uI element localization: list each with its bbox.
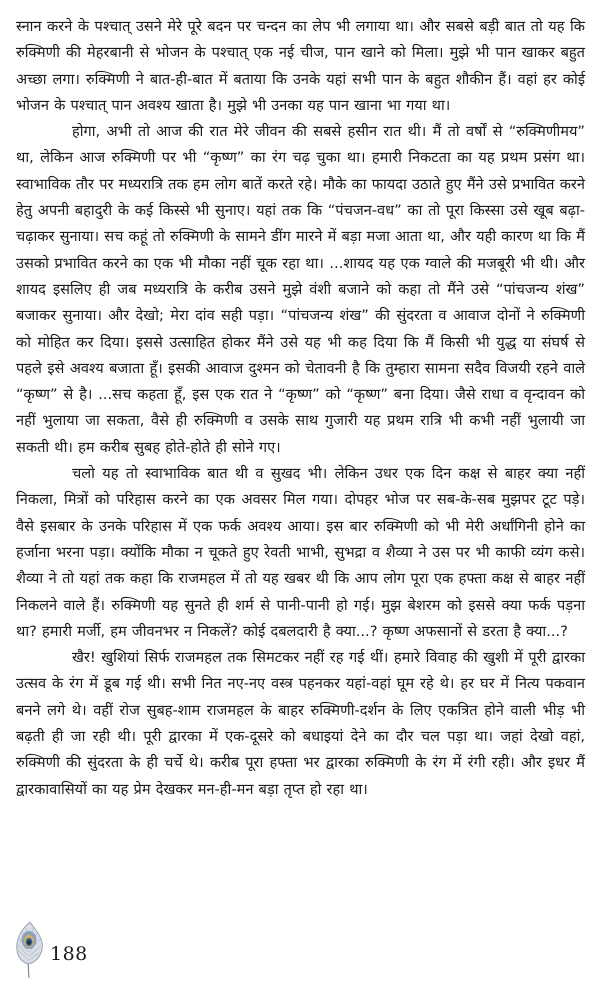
paragraph-4: खैर! खुशियां सिर्फ राजमहल तक सिमटकर नहीं रह गई थीं। हमारे विवाह की खुशी में पूरी द्वारका उत्सव के रंग में डूब गई थी। सभी नित नए-नए वस्त्र पहनकर यहां-वहां घूम रहे थे। हर घर में नित्य पकवान बनने लगे थे। वहीं रोज सुबह-शाम राजमहल के बाहर रुक्मिणी-दर्शन के लिए एकत्रित होने वाली भीड़ भी बढ़ती ही जा रही थी। पूरी द्वारका में एक-दूसरे को बधाइयां देने का दौर चल पड़ा था। जहां देखो वहां, रुक्मिणी की सुंदरता के ही चर्चे थे। करीब पूरा हफ्ता भर द्वारका रुक्मिणी के रंग में रंगी रही। और इधर मैं द्वारकावासियों का यह प्रेम देखकर मन-ही-मन बड़ा तृप्त हो रहा था। — [16, 649, 585, 798]
body-text — [16, 14, 585, 803]
page-number: 188 — [50, 943, 88, 965]
paragraph-2: होगा, अभी तो आज की रात मेरे जीवन की सबसे हसीन रात थी। मैं तो वर्षों से “रुक्मिणीमय” था, लेकिन आज रुक्मिणी पर भी “कृष्ण” का रंग चढ़ चुका था। हमारी निकटता का यह प्रथम प्रसंग था। स्वाभाविक तौर पर मध्यरात्रि तक हम लोग बातें करते रहे। मौके का फायदा उठाते हुए मैंने उसे प्रभावित करने हेतु अपनी बहादुरी के कई किस्से भी सुनाए। यहां तक कि “पंचजन-वध” का तो पूरा किस्सा उसे खूब बढ़ा-चढ़ाकर सुनाया। सच कहूं तो रुक्मिणी के सामने डींग मारने में बड़ा मजा आता था, और यही कारण था कि मैं उसको प्रभावित करने का एक भी मौका नहीं चूक रहा था। ...शायद यह एक ग्वाले की मजबूरी भी थी। और शायद इसलिए ही जब मध्यरात्रि के करीब उसने मुझे वंशी बजाने को कहा तो मैंने उसे “पांचजन्य शंख” बजाकर सुनाया। और देखो; मेरा दांव सही पड़ा। “पांचजन्य शंख” की सुंदरता व आवाज दोनों ने रुक्मिणी को मोहित कर दिया। इससे उत्साहित होकर मैंने उसे यह भी कह दिया कि मैं किसी भी युद्ध या संघर्ष से पहले इसे अवश्य बजाता हूँ। इसकी आवाज दुश्मन को चेतावनी है कि तुम्हारा सामना सदैव विजयी रहने वाले “कृष्ण” से है। ...सच कहता हूँ, इस एक रात ने “कृष्ण” को “कृष्ण” बना दिया। जैसे राधा व वृन्दावन को नहीं भुलाया जा सकता, वैसे ही रुक्मिणी व उसके साथ गुजारी यह प्रथम रात्रि भी कभी नहीं भुलायी जा सकती थी। हम करीब सुबह होते-होते ही सोने गए। — [16, 123, 585, 456]
paragraph-3: चलो यह तो स्वाभाविक बात थी व सुखद भी। लेकिन उधर एक दिन कक्ष से बाहर क्या नहीं निकला, मित्रों को परिहास करने का एक अवसर मिल गया। दोपहर भोज पर सब-के-सब मुझपर टूट पड़े। वैसे इसबार के उनके परिहास में एक फर्क अवश्य आया। इस बार रुक्मिणी को भी मेरी अर्धांगिनी होने का हर्जाना भरना पड़ा। क्योंकि मौका न चूकते हुए रेवती भाभी, सुभद्रा व शैव्या ने उस पर भी काफी व्यंग कसे। शैव्या ने तो यहां तक कहा कि राजमहल में तो यह खबर थी कि आप लोग पूरा एक हफ्ता कक्ष से बाहर नहीं निकलने वाले हैं। रुक्मिणी यह सुनते ही शर्म से पानी-पानी हो गई। मुझ बेशरम को इससे क्या फर्क पड़ना था? हमारी मर्जी, हम जीवनभर न निकलें? कोई दबलदारी है क्या...? कृष्ण अफसानों से डरता है क्या...? — [16, 465, 585, 640]
page-footer — [12, 920, 162, 980]
paragraph-1: स्नान करने के पश्चात् उसने मेरे पूरे बदन पर चन्दन का लेप भी लगाया था। और सबसे बड़ी बात तो यह कि रुक्मिणी की मेहरबानी से भोजन के पश्चात् एक नई चीज, पान खाने को मिला। मुझे भी पान खाकर बहुत अच्छा लगा। रुक्मिणी ने बात-ही-बात में बताया कि उनके यहां सभी पान के बहुत शौकीन हैं। वहां हर कोई भोजन के पश्चात् पान अवश्य खाता है। मुझे भी उनका यह पान खाना भा गया था। — [16, 18, 585, 114]
peacock-feather-icon — [12, 920, 46, 980]
